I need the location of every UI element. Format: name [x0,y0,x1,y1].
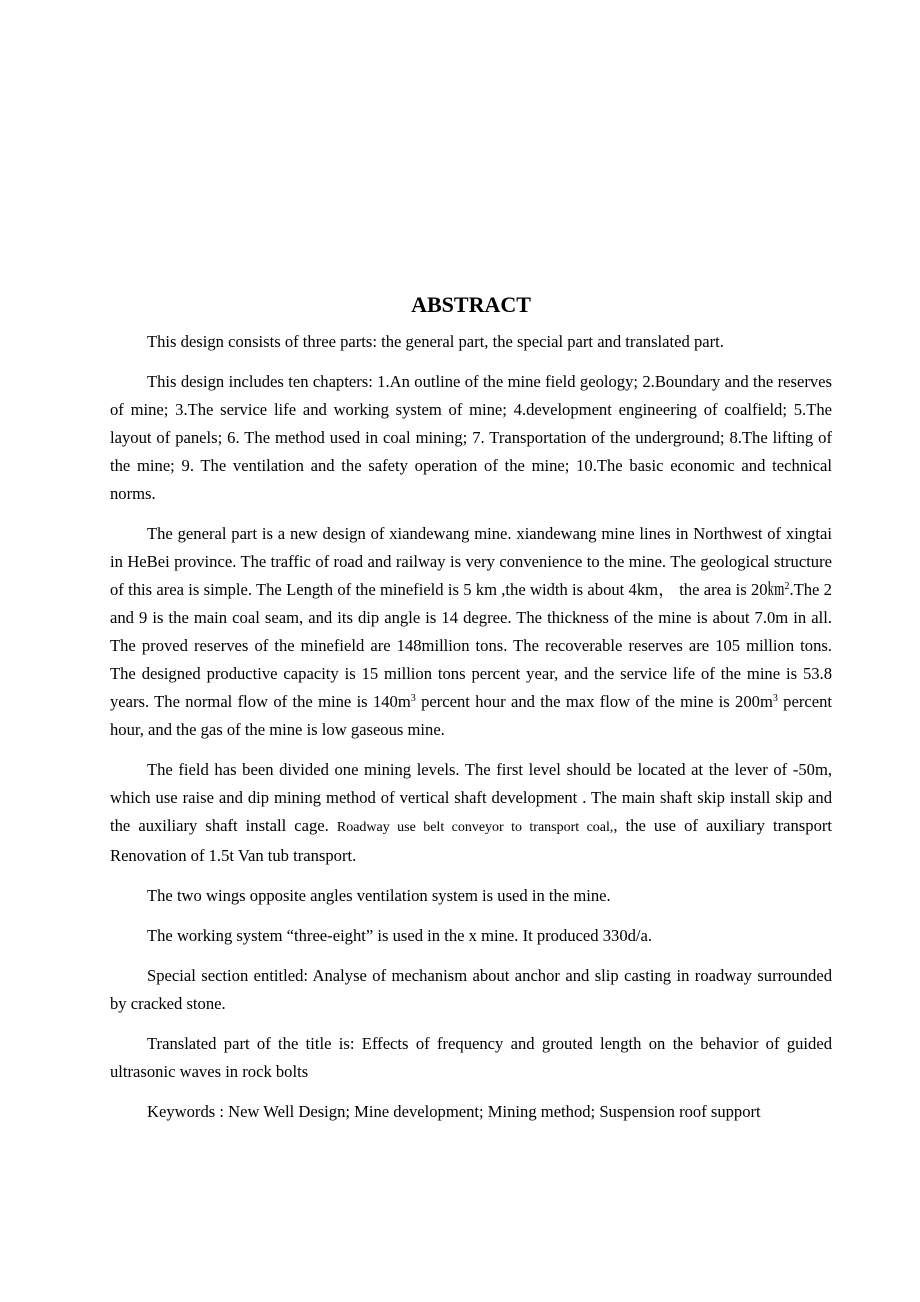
paragraph-translated-part: Translated part of the title is: Effects of frequency and grouted length on the behavior of guided ultrasonic waves in rock bolts [110,1034,832,1081]
area-exponent: 2 [784,581,790,592]
paragraph-design-parts: This design consists of three parts: the general part, the special part and translated part. [147,332,724,351]
mining-levels-text-1: The field has been divided one mining levels. The first level should be located at the lever of -50m, which use raise and dip mining method of vertical shaft development . The main shaft skip install skip and the auxiliary shaft install cage. [110,760,832,835]
max-flow-exponent: 3 [772,693,778,704]
paragraph-general-part [110,520,832,744]
mining-levels-text-2: , the use of auxiliary transport Renovation of 1.5t Van tub transport. [110,816,832,865]
mining-levels-small-text: Roadway use belt conveyor to transport coal, [336,820,614,835]
paragraph-mining-levels [110,756,832,870]
general-part-text-1: The general part is a new design of xiandewang mine. xiandewang mine lines in Northwest of xingtai in HeBei province. The traffic of road and railway is very convenience to the mine. The geological structure of this area is simple. The Length of the minefield is 5 km ,the width is about 4km， the area is 20㎞ [110,524,832,599]
normal-flow-exponent: 3 [410,693,416,704]
paragraph-keywords: Keywords : New Well Design; Mine development; Mining method; Suspension roof support [147,1102,761,1121]
paragraph-working-system: The working system “three-eight” is used in the x mine. It produced 330d/a. [147,926,653,945]
paragraph-chapters: This design includes ten chapters: 1.An outline of the mine field geology; 2.Boundary and the reserves of mine; 3.The service life and working system of mine; 4.development engineering of coalfield; 5.The layout of panels; 6. The method used in coal mining; 7. Transportation of the underground; 8.The lifting of the mine; 9. The ventilation and the safety operation of the mine; 10.The basic economic and technical norms. [110,372,832,503]
general-part-text-4: percent hour, and the gas of the mine is low gaseous mine. [110,692,833,739]
abstract-page [110,288,832,1138]
paragraph-ventilation: The two wings opposite angles ventilation system is used in the mine. [147,886,611,905]
general-part-text-3: percent hour and the max flow of the mine is 200m [415,692,773,711]
abstract-title: ABSTRACT [411,292,531,317]
general-part-text-2: .The 2 and 9 is the main coal seam, and its dip angle is 14 degree. The thickness of the mine is about 7.0m in all. The proved reserves of the minefield are 148million tons. The recoverable reserves are 105 million tons. The designed productive capacity is 15 million tons percent year, and the service life of the mine is 53.8 years. The normal flow of the mine is 140m [110,580,832,711]
paragraph-special-section: Special section entitled: Analyse of mechanism about anchor and slip casting in roadway surrounded by cracked stone. [110,966,832,1013]
